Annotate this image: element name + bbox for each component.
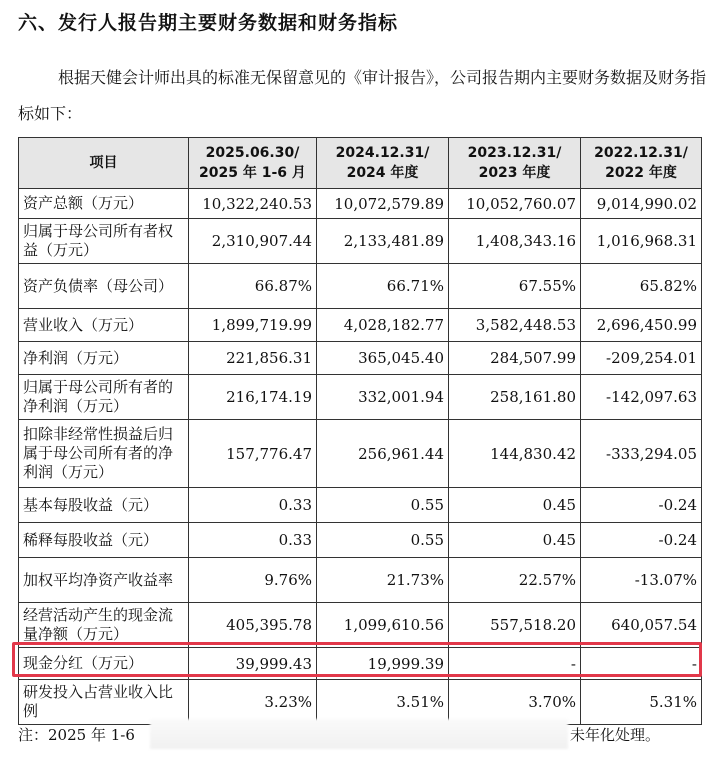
table-row-cash-dividend [19,648,702,680]
header-item [19,138,189,189]
cell-value: 221,856.31 [189,342,317,375]
row-label: 归属于母公司所有者权益（万元） [19,219,189,264]
cell-value: 0.33 [189,523,317,558]
cell-value: -142,097.63 [581,375,702,420]
table-row [19,219,702,264]
header-2025h1 [189,138,317,189]
cell-value: 22.57% [449,558,581,603]
cell-value: 256,961.44 [317,420,449,488]
cell-value: 1,099,610.56 [317,603,449,648]
table-row [19,488,702,523]
cell-value: 67.55% [449,264,581,309]
cell-value: 66.87% [189,264,317,309]
header-line1: 2022.12.31/ [594,145,688,161]
footnote-left: 注：2025 年 1-6 [18,726,135,744]
table-header-row [19,138,702,189]
table-row [19,189,702,219]
cell-value: 0.45 [449,523,581,558]
row-label: 加权平均净资产收益率 [19,558,189,603]
row-label: 净利润（万元） [19,342,189,375]
row-label: 资产负债率（母公司） [19,264,189,309]
cell-value: 0.55 [317,523,449,558]
cell-value: - [449,648,581,680]
table-row [19,420,702,488]
cell-value: -0.24 [581,523,702,558]
header-line2: 2025 年 1-6 月 [199,165,306,181]
cell-value: -333,294.05 [581,420,702,488]
cell-value: 0.45 [449,488,581,523]
cell-value: 0.33 [189,488,317,523]
row-label: 研发投入占营业收入比例 [19,680,189,725]
table-row [19,309,702,342]
cell-value: 4,028,182.77 [317,309,449,342]
header-item-label: 项目 [89,155,118,171]
cell-value: 258,161.80 [449,375,581,420]
table-row [19,342,702,375]
table-row [19,558,702,603]
cell-value: 3.51% [317,680,449,725]
cell-value: -209,254.01 [581,342,702,375]
header-line1: 2025.06.30/ [205,145,300,161]
header-line2: 2023 年度 [478,165,551,181]
cell-value: 3.70% [449,680,581,725]
cell-value: -13.07% [581,558,702,603]
cell-value: - [581,648,702,680]
header-2024 [317,138,449,189]
cell-value: 332,001.94 [317,375,449,420]
cell-value: 2,696,450.99 [581,309,702,342]
cell-value: 10,052,760.07 [449,189,581,219]
cell-value: 10,322,240.53 [189,189,317,219]
row-label: 稀释每股收益（元） [19,523,189,558]
footnote-right: 未年化处理。 [570,726,661,744]
cell-value: 3,582,448.53 [449,309,581,342]
row-label: 归属于母公司所有者的净利润（万元） [19,375,189,420]
cell-value: 10,072,579.89 [317,189,449,219]
cell-value: 144,830.42 [449,420,581,488]
row-label: 资产总额（万元） [19,189,189,219]
cell-value: 66.71% [317,264,449,309]
cell-value: 405,395.78 [189,603,317,648]
table-row [19,680,702,725]
row-label: 基本每股收益（元） [19,488,189,523]
header-2022 [581,138,702,189]
row-label: 营业收入（万元） [19,309,189,342]
cell-value: 19,999.39 [317,648,449,680]
header-line1: 2024.12.31/ [335,145,430,161]
row-label: 扣除非经常性损益后归属于母公司所有者的净利润（万元） [19,420,189,488]
table-row [19,523,702,558]
cell-value: 216,174.19 [189,375,317,420]
row-label: 现金分红（万元） [19,648,189,680]
row-label: 经营活动产生的现金流量净额（万元） [19,603,189,648]
intro-paragraph: 根据天健会计师出具的标准无保留意见的《审计报告》，公司报告期内主要财务数据及财务指标如下： [18,68,707,123]
cell-value: 1,016,968.31 [581,219,702,264]
blurred-region [150,719,568,749]
cell-value: 21.73% [317,558,449,603]
cell-value: 365,045.40 [317,342,449,375]
table-row [19,375,702,420]
cell-value: 1,899,719.99 [189,309,317,342]
header-2023 [449,138,581,189]
cell-value: 1,408,343.16 [449,219,581,264]
cell-value: 3.23% [189,680,317,725]
cell-value: 2,133,481.89 [317,219,449,264]
cell-value: 5.31% [581,680,702,725]
header-line1: 2023.12.31/ [467,145,562,161]
cell-value: 2,310,907.44 [189,219,317,264]
section-title: 六、发行人报告期主要财务数据和财务指标 [18,12,399,34]
cell-value: 65.82% [581,264,702,309]
cell-value: 9,014,990.02 [581,189,702,219]
financial-table [18,137,702,725]
cell-value: -0.24 [581,488,702,523]
table-row [19,603,702,648]
cell-value: 557,518.20 [449,603,581,648]
cell-value: 157,776.47 [189,420,317,488]
cell-value: 284,507.99 [449,342,581,375]
cell-value: 39,999.43 [189,648,317,680]
header-line2: 2024 年度 [346,165,419,181]
cell-value: 640,057.54 [581,603,702,648]
cell-value: 9.76% [189,558,317,603]
header-line2: 2022 年度 [605,165,677,181]
cell-value: 0.55 [317,488,449,523]
table-row [19,264,702,309]
